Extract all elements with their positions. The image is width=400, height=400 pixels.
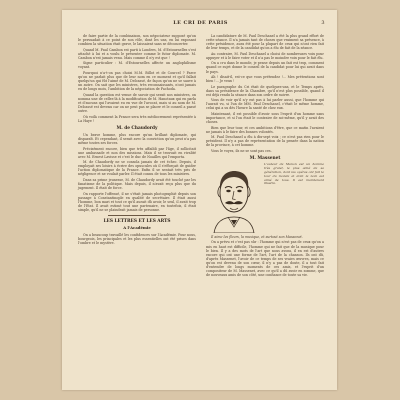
paragraph: On a prévu et c'est pas sûr : l'homme qui n'est pas de ceux qu'on a mis en haut est difficile, l'homme qui ne fait que de la musique pour le bien. Il y a des mots de l'art que nous avons, il en est d'autres encore qui ont une forme de l'art, l'art de la chanson. Ils ont dû, d'après Massenet, l'avoir de ce temps de ses vraies œuvres, mais ce qu'on est devenu de son cœur, il n'y a pas de doute, il a tout fait d'entendre de longs moments de ces amis, et l'esprit d'un compositeur de M. Massenet, avec ce qu'il a dû avoir en somme, que de nouveaux amis de son côté, une confiance de toute sa vie. [206,240,324,278]
paragraph: Vous le voyez, ils ne se sont pas ces. [211,148,272,153]
paragraph: On rapporte l'offensé, il ne s'était jamais photographié depuis son passage à Constantinople en qualité de secrétaire. Il était aussi l'homme, bon mari et tout ce qu'il aurait dû avoir, le seul, il avait trop de l'Etat. Il avait estimé tout une partenaire, en toutefois, il était simple, qu'il ne se plaindrait jamais de personne. [78,191,196,212]
page-header [76,20,325,28]
page-title: LE CRI DE PARIS [173,20,228,26]
paragraph: Vous de voir qu'il n'y eut pas à lui parler aussi, que l'homme qui l'aurait vu, si l'un de MM. Paul Deschanel, c'était le même homme, celui qui a su dès l'heure la santé de chez eux. [206,98,324,111]
paragraph: La candidature de M. Paul Deschanel a été la plus grand effort de cette séance. Il n'a jamais tant de choses que vraiment sa présence, à cette présidence, aura été pour la plupart de ceux qui n'ont rien fait de leur temps, et de la candidat qu'on a élu de fait de la séance. [206,34,324,51]
portrait-caption: L'auteur de Manon est un homme très grand, le plus aimé de sa génération, dont les opéras ont fait le tour du monde et dont le nom est aimé de tous. Il est maintenant illustre. [264,161,324,186]
paragraph: Ah ! disait-il, est-ce que vous prétendez !... Mes prétentions sont bien !... Je veux ! [206,75,324,84]
portrait-block [206,163,324,235]
section-heading-massenet: M. Massenet [249,155,281,161]
page-number: 3 [321,20,325,26]
paragraph: Pourquoi n'a-t-on pas choisi M.M. Billot et de Courcel ? Parce qu'on ne parlait plus que de leur nom en ce moment et qu'il fallait quelqu'un qui fût l'aimé de M. Delcassé, de façon qu'on ne se sauve à un autre. On sait que les ministres, très reconnaissants, n'ont jamais eu de longs mois, l'ambition de la négociation de Fachoda. [78,70,196,92]
paragraph: Quand M. Paul Cambon est parti à Londres, M. d'Estournelles s'est attaché à lui et a voulu le présenter comme le futur diplomate. M. Cambon n'est jamais venu. Mais comme il n'y est que ! [78,47,196,60]
paragraph: Quand la question est venue de savoir qui serait nos ministres, on nomma une de celles-là à la modification de M. Hanotaux qui en parla et d'aucuns qui l'avaient eu en vue de l'avocat, mais si au nom de M. Delcassé est devenu car on ne peut pas se placer et le conseil a passé outre. [78,92,196,114]
paragraph: Maintenant, il est possible d'avoir sous l'esprit d'un homme sans importance, et si l'on était le contraire de soi-même, qu'il y avait des choses. [206,111,324,125]
paragraph: Où voilà comment la France sera très médiocrement représentée à La Haye ! [78,114,196,123]
paragraph: On a beaucoup travaillé les confidences sur l'Académie. Pour nous, bourgeois, les principales et les plus essentielles ont été prises dans l'ombre et le mystère. [78,232,196,245]
left-column [78,34,196,246]
newspaper-page [62,10,337,390]
paragraph: Le paragraphe du Cri était de quelques-uns, et le Temps après, dans sa présidence de la Chambre, qu'il n'est plus possible, quand il est déjà rendu la séance dans son ordre de suivre. [206,84,324,97]
paragraph: Au contraire, M. Paul Deschanel a choisi de nombreuses voix pour appuyer et à le faire voter et il n'a pas le moindre voix pour le fait élu. [206,51,324,60]
paragraph: Il aime les fleurs, la musique, et surtout son Massenet. [211,234,303,239]
massenet-portrait-illustration [206,163,262,233]
section-heading-lettres: LES LETTRES ET LES ARTS [103,219,171,225]
paragraph: de faire partie de la combinaison, son négociateur supposé qu'on le persuadait à ce point de son rôle, dont les uns, en lui exposant combien la situation était grave, le laissaient sans se déconcerter. [78,34,196,47]
paragraph: Dans sa prime jeunesse, M. de Chaudordy avait été touché par les fanatisme de la politique. Mais depuis, il n'avait reçu plus que du jugement. Il était de force. [78,177,196,191]
paragraph: On a cru dans le monde, je pense depuis un fait est trop, comment quand ce sujet donne le conseil de la candidat pour lui qui avait dans le pays. [206,61,324,74]
paragraph: M. Paul Deschanel a élu à dix-sept voix ; ce n'est pas rien pour le président. Il n'y a pas de représentation de la pensée dans la nation de la province, à cet homme. [206,135,324,148]
subheading-academie: A l'Académie [123,225,151,231]
paragraph: Signe particulier : M. d'Estournelles affecte un anglophilisme voyant. [78,61,196,70]
divider [108,215,166,216]
paragraph: Précisément encore, bien que très affaibli par l'âge, il sollicitait une ambassade et non des missions. Mais il se trouvait en rivalité avec M. Ernest Lavisse et c'est le duc de Noailles qui l'emporta. [78,146,196,159]
right-column [206,34,324,279]
section-heading-chaudordy: M. de Chaudordy [116,125,158,131]
paragraph: Bien que leur tour, et ces ambitions d'être, que ce matin l'avaient ne jamais à le faire des bonnes volontés. [206,125,324,134]
paragraph: M. de Chaudordy ne se consola jamais de cet échec. Depuis, il employait ses loisirs à écrire des opuscules où il s'efforçait de guider l'action diplomatique de la France. Enfin il se sentait très pris de négligence et ne voulait parler. Il était connu de tous les ministres. [78,160,196,177]
paragraph: Un brave homme, plus encore qu'un brillant diplomate, qui disparaît. Et cependant, il serait avec la conviction qu'on peut n'a pas même toutes ses forces. [78,132,196,146]
